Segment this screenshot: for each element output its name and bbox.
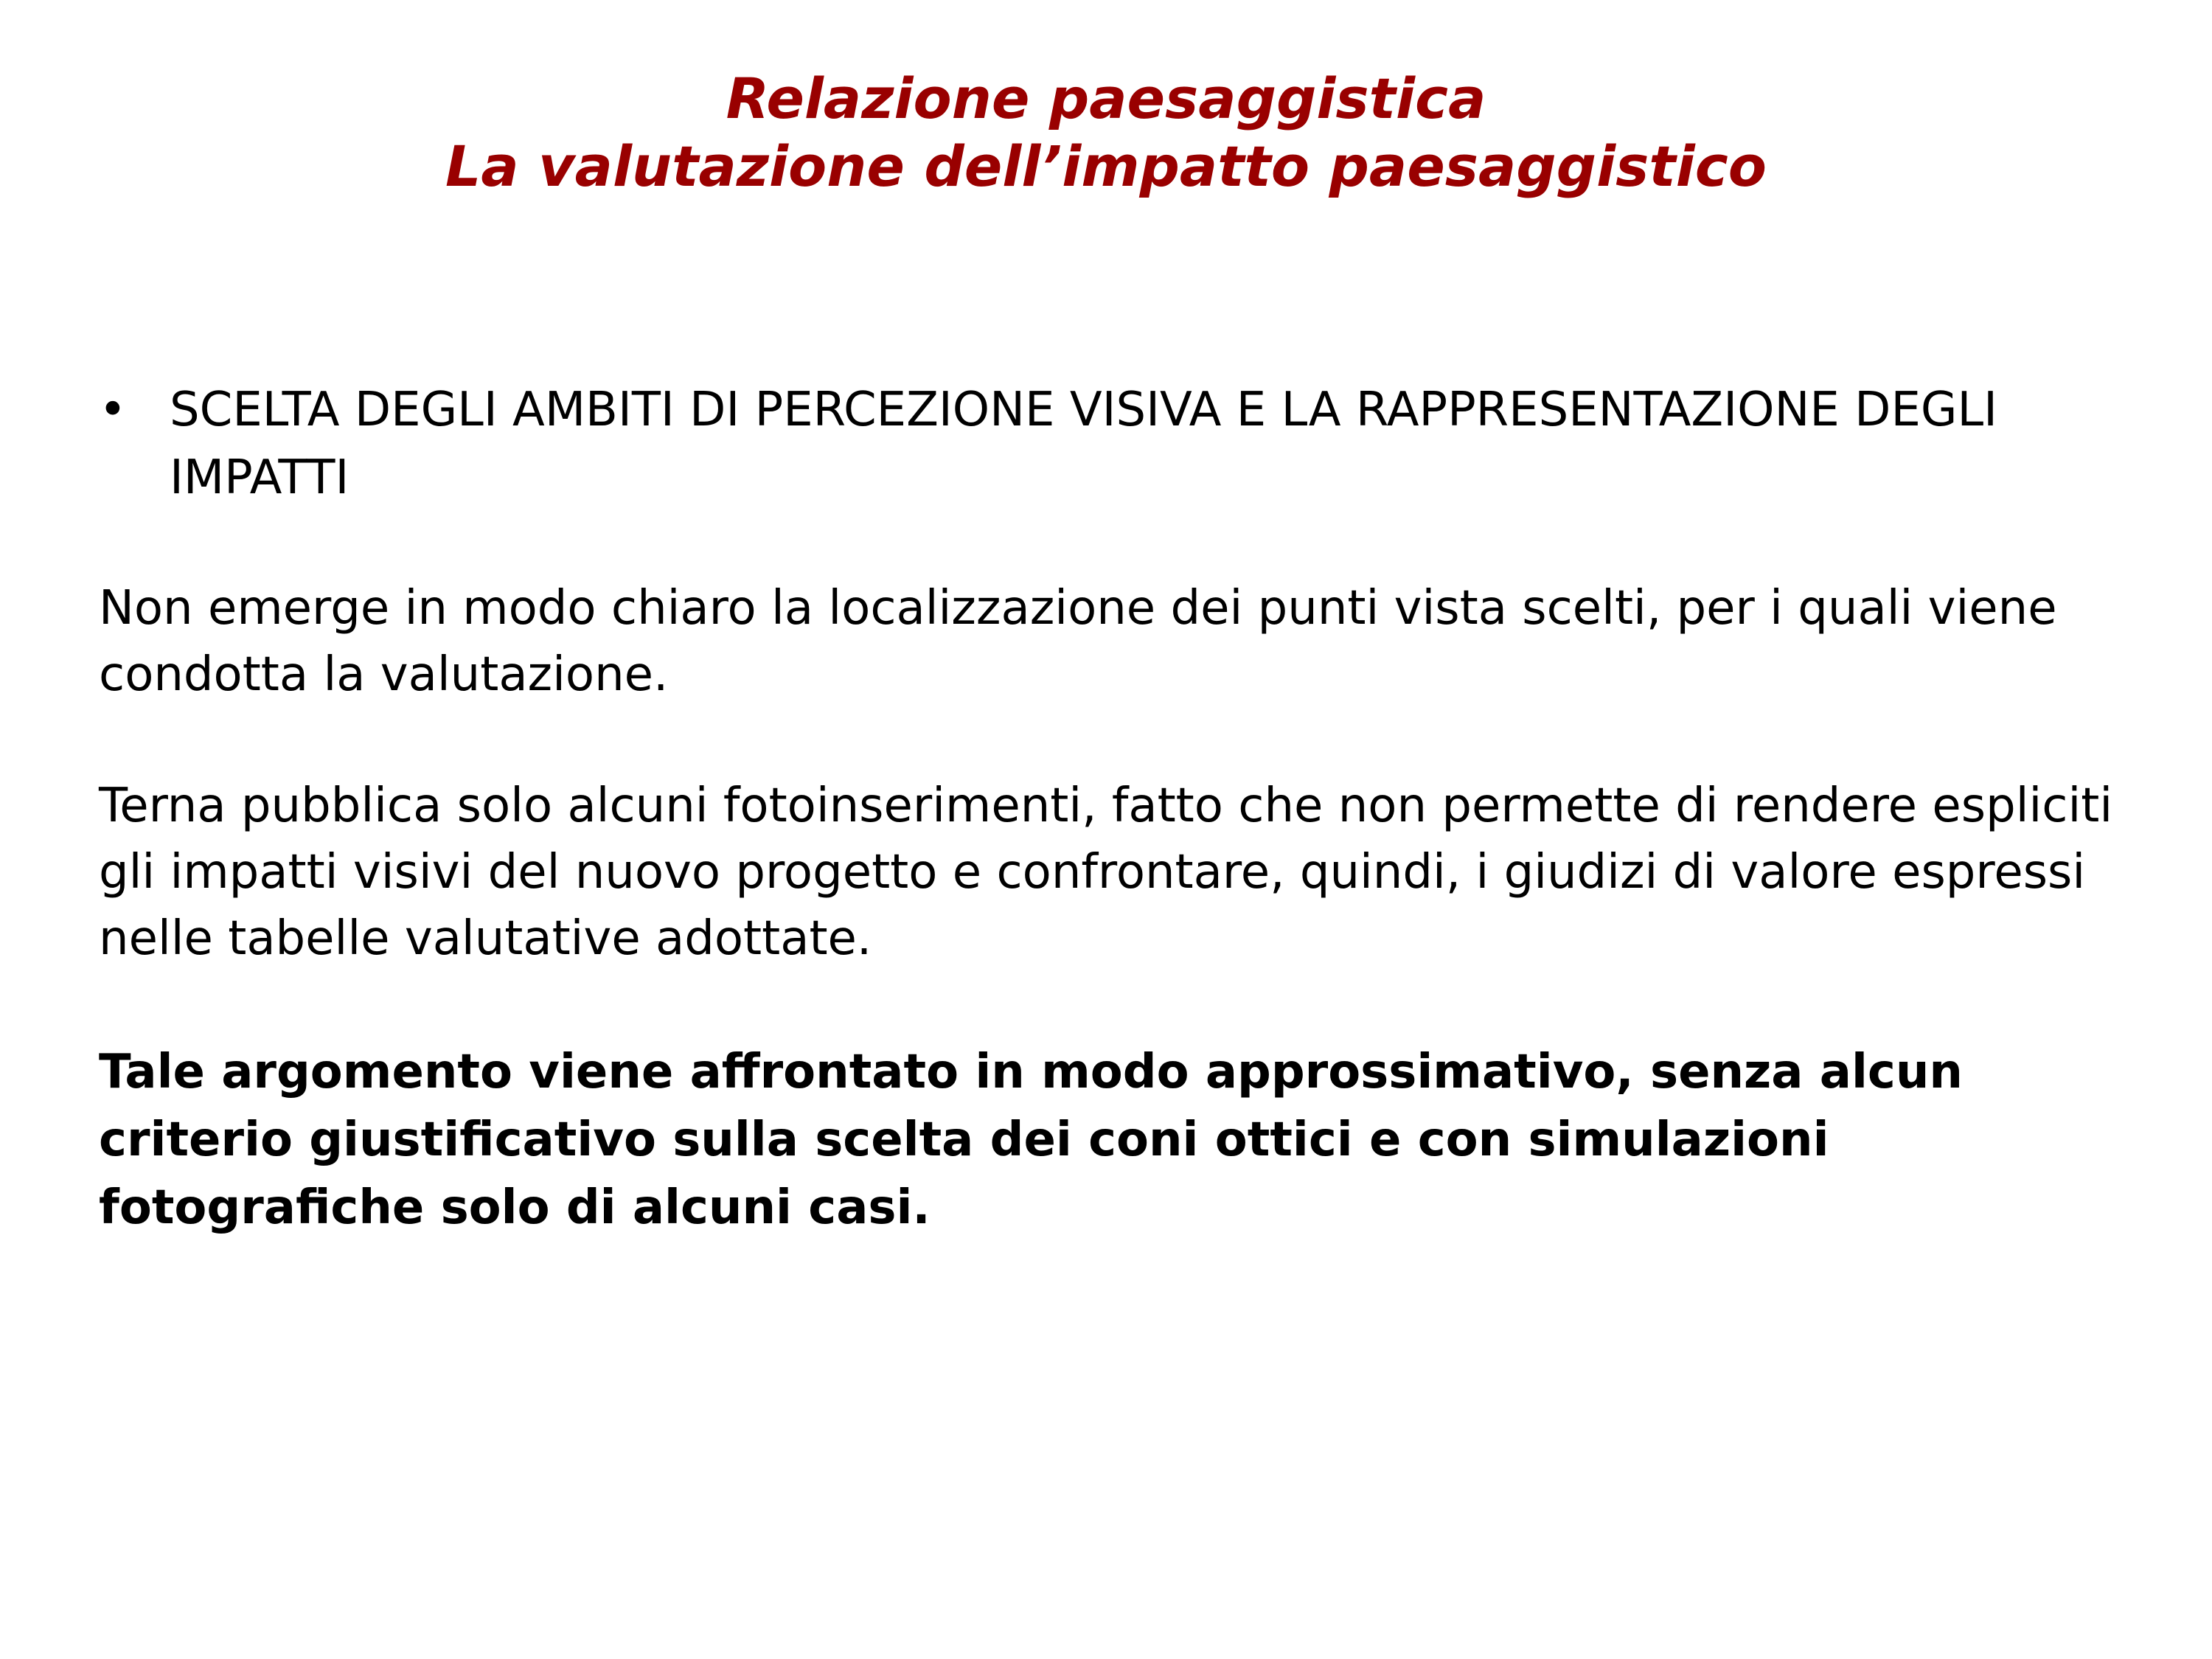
title-line-1: Relazione paesaggistica bbox=[726, 66, 1486, 131]
paragraph-viewpoints: Non emerge in modo chiaro la localizzazione dei punti vista scelti, per i quali viene condotta la valutazione. bbox=[99, 581, 2057, 702]
slide-title bbox=[0, 65, 2212, 201]
bullet-icon: • bbox=[99, 383, 127, 437]
paragraph-conclusion: Tale argomento viene affrontato in modo approssimativo, senza alcun criterio giustificativo sulla scelta dei coni ottici e con simulazioni fotografiche solo di alcuni casi. bbox=[99, 1045, 1963, 1235]
title-line-2: La valutazione dell’impatto paesaggistico bbox=[445, 133, 1767, 199]
bullet-text: SCELTA DEGLI AMBITI DI PERCEZIONE VISIVA E LA RAPPRESENTAZIONE DEGLI IMPATTI bbox=[170, 383, 1997, 505]
paragraph-photoinsertions: Terna pubblica solo alcuni fotoinserimenti, fatto che non permette di rendere espliciti gli impatti visivi del nuovo progetto e confrontare, quindi, i giudizi di valore espressi nelle tabelle valutative adottate. bbox=[99, 779, 2113, 966]
